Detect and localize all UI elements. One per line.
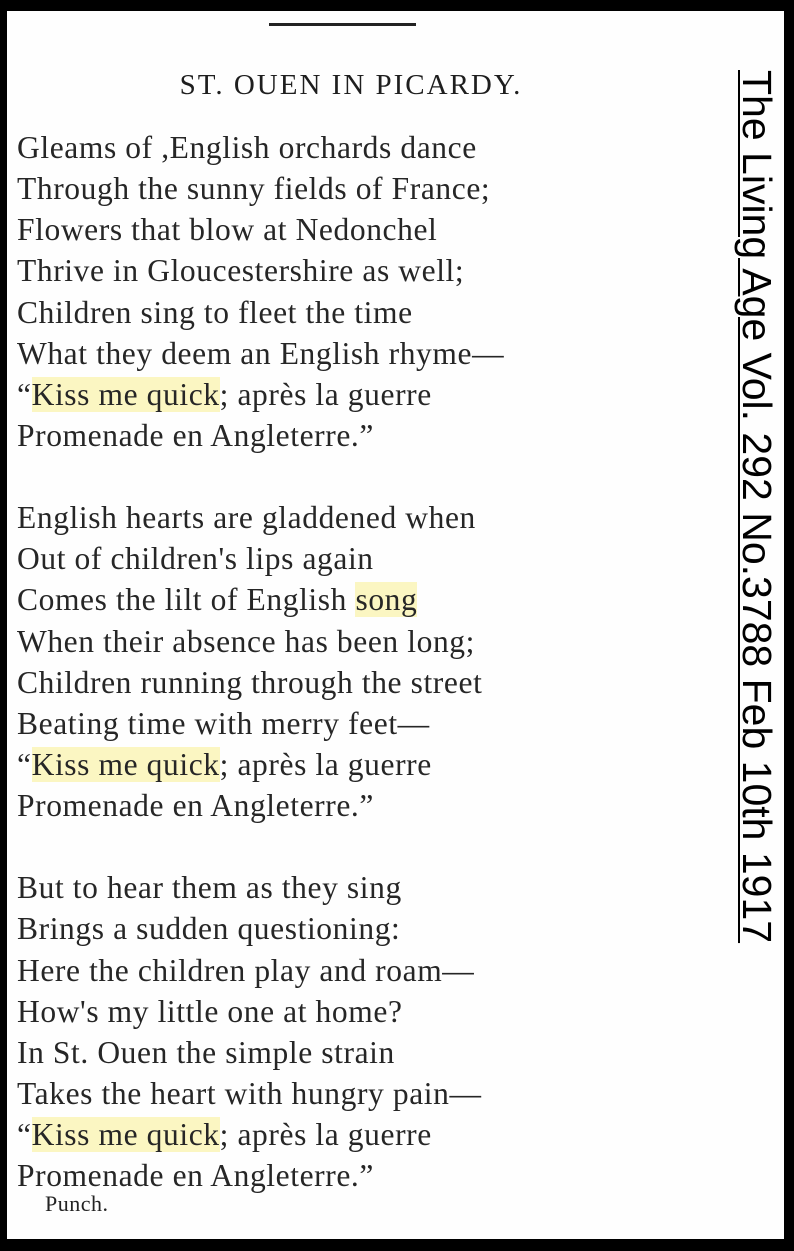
poem-title: ST. OUEN IN PICARDY. bbox=[179, 69, 523, 101]
refrain-rest: ; après la guerre bbox=[219, 376, 432, 412]
poem-line: What they deem an English rhyme— bbox=[17, 335, 505, 371]
open-quote: “ bbox=[17, 1117, 32, 1153]
highlight-kiss-me-quick: Kiss me quick bbox=[31, 746, 220, 782]
byline-punch: Punch. bbox=[45, 1191, 109, 1216]
highlight-song: song bbox=[355, 582, 418, 618]
poem-line: Thrive in Gloucestershire as well; bbox=[17, 253, 465, 289]
refrain-rest: ; après la guerre bbox=[219, 1117, 432, 1153]
poem-line: Takes the heart with hungry pain— bbox=[17, 1075, 482, 1111]
refrain-end-line: Promenade en Angleterre.” bbox=[17, 417, 374, 453]
poem-line: How's my little one at home? bbox=[17, 993, 403, 1029]
poem-line: When their absence has been long; bbox=[17, 623, 476, 659]
clipping-page bbox=[7, 11, 784, 1239]
refrain-line bbox=[17, 374, 504, 415]
poem-line: Children running through the street bbox=[17, 664, 483, 700]
song-line-text: Comes the lilt of English bbox=[17, 582, 356, 618]
poem-body bbox=[17, 127, 504, 1196]
poem-line: Brings a sudden questioning: bbox=[17, 911, 401, 947]
poem-line: In St. Ouen the simple strain bbox=[17, 1034, 395, 1070]
poem-line: But to hear them as they sing bbox=[17, 870, 402, 906]
poem-line: Beating time with merry feet— bbox=[17, 705, 430, 741]
poem-line: Here the children play and roam— bbox=[17, 952, 475, 988]
poem-line: Gleams of ,English orchards dance bbox=[17, 130, 477, 165]
poem-line: English hearts are gladdened when bbox=[17, 500, 476, 536]
open-quote: “ bbox=[17, 376, 32, 412]
source-caption bbox=[731, 70, 781, 1150]
open-quote: “ bbox=[17, 746, 32, 782]
highlight-kiss-me-quick: Kiss me quick bbox=[31, 1117, 220, 1153]
poem-line: Flowers that blow at Nedonchel bbox=[17, 212, 438, 248]
poem-line: Through the sunny fields of France; bbox=[17, 171, 491, 207]
poem-line bbox=[17, 579, 504, 620]
poem-line: Out of children's lips again bbox=[17, 541, 374, 577]
top-rule bbox=[269, 23, 416, 26]
refrain-line bbox=[17, 1114, 504, 1155]
refrain-end-line: Promenade en Angleterre.” bbox=[17, 788, 374, 824]
highlight-kiss-me-quick: Kiss me quick bbox=[31, 376, 220, 412]
refrain-line bbox=[17, 744, 504, 785]
refrain-end-line: Promenade en Angleterre.” bbox=[17, 1158, 374, 1194]
poem-line: Children sing to fleet the time bbox=[17, 294, 413, 330]
source-caption-text: The Living Age Vol. 292 No.3788 Feb 10th 1917 bbox=[734, 70, 780, 944]
refrain-rest: ; après la guerre bbox=[219, 746, 432, 782]
